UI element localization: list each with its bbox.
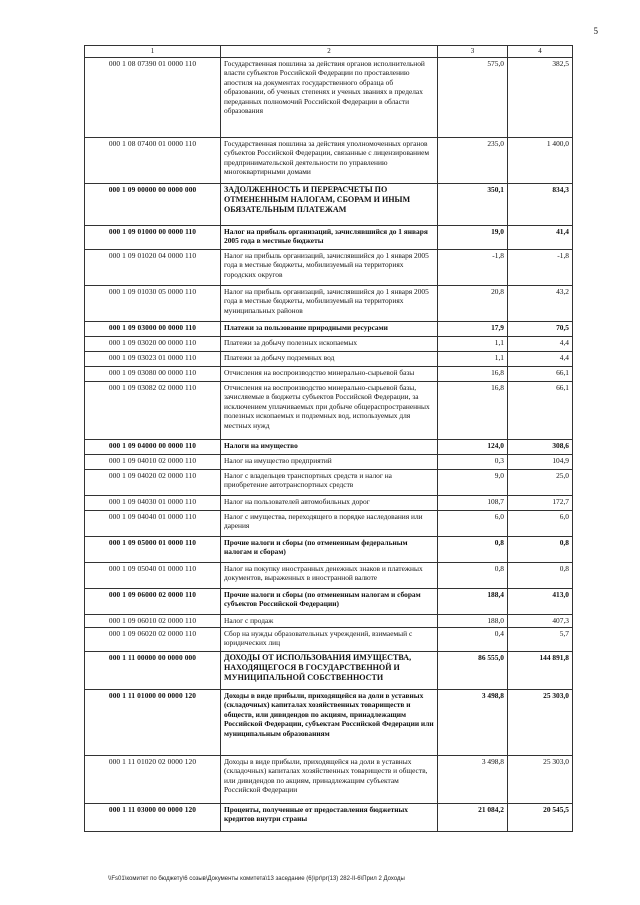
table-row [85,562,573,588]
budget-code-cell: 000 1 09 01030 05 0000 110 [85,285,221,321]
table-row [85,366,573,381]
budget-code-cell: 000 1 09 01000 00 0000 110 [85,225,221,249]
item-name-cell: Налог на прибыль организаций, зачислявшийся до 1 января 2005 года в местные бюджеты, мобилизуемый на территориях городских округов [221,249,438,285]
table-row [85,381,573,439]
item-name-cell: Проценты, полученные от предоставления бюджетных кредитов внутри страны [221,803,438,831]
value-col3-cell: 235,0 [438,137,508,183]
value-col3-cell: 3 498,8 [438,755,508,803]
value-col4-cell: 834,3 [508,183,573,225]
budget-code-cell: 000 1 09 04010 02 0000 110 [85,454,221,469]
table-row [85,536,573,562]
budget-code-cell: 000 1 09 04040 01 0000 110 [85,510,221,536]
value-col3-cell: -1,8 [438,249,508,285]
item-name-cell: Отчисления на воспроизводство минерально-сырьевой базы [221,366,438,381]
value-col4-cell: 4,4 [508,351,573,366]
item-name-cell: Платежи за пользование природными ресурсами [221,321,438,336]
table-row [85,321,573,336]
value-col4-cell: 25 303,0 [508,755,573,803]
table-row [85,137,573,183]
table-row [85,183,573,225]
budget-code-cell: 000 1 09 06020 02 0000 110 [85,627,221,651]
value-col3-cell: 188,4 [438,588,508,614]
value-col3-cell: 3 498,8 [438,689,508,755]
item-name-cell: Налог с имущества, переходящего в порядке наследования или дарения [221,510,438,536]
value-col3-cell: 0,4 [438,627,508,651]
value-col4-cell: 25,0 [508,469,573,495]
value-col4-cell: -1,8 [508,249,573,285]
item-name-cell: Отчисления на воспроизводство минерально-сырьевой базы, зачисляемые в бюджеты субъектов Российской Федерации, за исключением уплачиваемых при добыче общераспространенных полезных ископаемых и подземных вод, используемых для местных нужд [221,381,438,439]
value-col4-cell: 1 400,0 [508,137,573,183]
budget-code-cell: 000 1 11 03000 00 0000 120 [85,803,221,831]
table-row [85,249,573,285]
table-row [85,57,573,137]
column-header-value-4: 4 [508,46,573,58]
value-col4-cell: 70,5 [508,321,573,336]
file-path-footer: \\Fs01\комитет по бюджету\6 созыв\Документы комитета\13 заседание (6)\pr\pr(13) 282-II-6\Прил 2 Доходы [108,876,405,882]
item-name-cell: Налог с владельцев транспортных средств и налог на приобретение автотранспортных средств [221,469,438,495]
item-name-cell: Доходы в виде прибыли, приходящейся на доли в уставных (складочных) капиталах хозяйственных товариществ и обществ, или дивидендов по акциям, принадлежащим Российской Федерации, субъектам Российской Федерации или муниципальным образованиям [221,689,438,755]
item-name-cell: ДОХОДЫ ОТ ИСПОЛЬЗОВАНИЯ ИМУЩЕСТВА, НАХОДЯЩЕГОСЯ В ГОСУДАРСТВЕННОЙ И МУНИЦИПАЛЬНОЙ СОБСТВЕННОСТИ [221,651,438,689]
budget-code-cell: 000 1 11 01000 00 0000 120 [85,689,221,755]
column-header-code: 1 [85,46,221,58]
value-col3-cell: 350,1 [438,183,508,225]
value-col4-cell: 407,3 [508,614,573,627]
value-col3-cell: 21 084,2 [438,803,508,831]
item-name-cell: Сбор на нужды образовательных учреждений, взимаемый с юридических лиц [221,627,438,651]
item-name-cell: Налог на покупку иностранных денежных знаков и платежных документов, выраженных в иностранной валюте [221,562,438,588]
table-header-row [85,46,573,58]
value-col3-cell: 16,8 [438,366,508,381]
value-col4-cell: 6,0 [508,510,573,536]
budget-code-cell: 000 1 09 05040 01 0000 110 [85,562,221,588]
revenue-table [84,45,573,832]
value-col3-cell: 575,0 [438,57,508,137]
item-name-cell: Налог на имущество предприятий [221,454,438,469]
table-row [85,439,573,454]
value-col4-cell: 308,6 [508,439,573,454]
value-col3-cell: 86 555,0 [438,651,508,689]
budget-code-cell: 000 1 09 05000 01 0000 110 [85,536,221,562]
budget-code-cell: 000 1 09 06010 02 0000 110 [85,614,221,627]
value-col4-cell: 4,4 [508,336,573,351]
budget-code-cell: 000 1 09 04030 01 0000 110 [85,495,221,510]
budget-code-cell: 000 1 09 04020 02 0000 110 [85,469,221,495]
table-row [85,689,573,755]
column-header-name: 2 [221,46,438,58]
value-col3-cell: 19,0 [438,225,508,249]
budget-code-cell: 000 1 09 06000 02 0000 110 [85,588,221,614]
table-row [85,651,573,689]
value-col3-cell: 108,7 [438,495,508,510]
budget-code-cell: 000 1 09 03082 02 0000 110 [85,381,221,439]
item-name-cell: Налог на прибыль организаций, зачислявшийся до 1 января 2005 года в местные бюджеты, мобилизуемый на территориях муниципальных районов [221,285,438,321]
table-row [85,755,573,803]
budget-code-cell: 000 1 09 03023 01 0000 110 [85,351,221,366]
value-col3-cell: 17,9 [438,321,508,336]
value-col3-cell: 1,1 [438,336,508,351]
budget-code-cell: 000 1 09 03000 00 0000 110 [85,321,221,336]
item-name-cell: Платежи за добычу подземных вод [221,351,438,366]
table-body [85,57,573,831]
value-col3-cell: 0,8 [438,562,508,588]
value-col3-cell: 1,1 [438,351,508,366]
table-row [85,454,573,469]
table-row [85,614,573,627]
item-name-cell: Налоги на имущество [221,439,438,454]
value-col3-cell: 6,0 [438,510,508,536]
table-row [85,351,573,366]
value-col4-cell: 43,2 [508,285,573,321]
budget-code-cell: 000 1 09 04000 00 0000 110 [85,439,221,454]
table-row [85,803,573,831]
value-col3-cell: 188,0 [438,614,508,627]
value-col4-cell: 5,7 [508,627,573,651]
value-col4-cell: 20 545,5 [508,803,573,831]
table-row [85,225,573,249]
table-row [85,336,573,351]
value-col4-cell: 172,7 [508,495,573,510]
item-name-cell: Государственная пошлина за действия органов исполнительной власти субъектов Российской Федерации по проставлению апостиля на документах государственного образца об образовании, об ученых степенях и ученых званиях в пределах переданных полномочий Российской Федерации в области образования [221,57,438,137]
budget-code-cell: 000 1 08 07400 01 0000 110 [85,137,221,183]
item-name-cell: ЗАДОЛЖЕННОСТЬ И ПЕРЕРАСЧЕТЫ ПО ОТМЕНЕННЫМ НАЛОГАМ, СБОРАМ И ИНЫМ ОБЯЗАТЕЛЬНЫМ ПЛАТЕЖАМ [221,183,438,225]
value-col4-cell: 0,8 [508,536,573,562]
table-row [85,510,573,536]
table-row [85,469,573,495]
budget-code-cell: 000 1 09 03080 00 0000 110 [85,366,221,381]
item-name-cell: Государственная пошлина за действия уполномоченных органов субъектов Российской Федерации, связанные с лицензированием предпринимательской деятельности по управлению многоквартирными домами [221,137,438,183]
item-name-cell: Платежи за добычу полезных ископаемых [221,336,438,351]
value-col4-cell: 41,4 [508,225,573,249]
column-header-value-3: 3 [438,46,508,58]
page-number: 5 [593,26,598,36]
value-col4-cell: 25 303,0 [508,689,573,755]
table-row [85,627,573,651]
item-name-cell: Доходы в виде прибыли, приходящейся на доли в уставных (складочных) капиталах хозяйственных товариществ и обществ, или дивидендов по акциям, принадлежащим субъектам Российской Федерации [221,755,438,803]
item-name-cell: Налог на прибыль организаций, зачислявшийся до 1 января 2005 года в местные бюджеты [221,225,438,249]
value-col3-cell: 0,3 [438,454,508,469]
value-col3-cell: 20,8 [438,285,508,321]
item-name-cell: Налог с продаж [221,614,438,627]
item-name-cell: Прочие налоги и сборы (по отмененным налогам и сборам субъектов Российской Федерации) [221,588,438,614]
budget-code-cell: 000 1 11 01020 02 0000 120 [85,755,221,803]
value-col4-cell: 0,8 [508,562,573,588]
value-col4-cell: 382,5 [508,57,573,137]
table-row [85,495,573,510]
budget-code-cell: 000 1 11 00000 00 0000 000 [85,651,221,689]
item-name-cell: Прочие налоги и сборы (по отмененным федеральным налогам и сборам) [221,536,438,562]
value-col4-cell: 104,9 [508,454,573,469]
budget-code-cell: 000 1 08 07390 01 0000 110 [85,57,221,137]
value-col3-cell: 0,8 [438,536,508,562]
value-col4-cell: 66,1 [508,381,573,439]
item-name-cell: Налог на пользователей автомобильных дорог [221,495,438,510]
budget-code-cell: 000 1 09 03020 00 0000 110 [85,336,221,351]
value-col4-cell: 66,1 [508,366,573,381]
value-col4-cell: 413,0 [508,588,573,614]
value-col4-cell: 144 891,8 [508,651,573,689]
budget-code-cell: 000 1 09 00000 00 0000 000 [85,183,221,225]
budget-code-cell: 000 1 09 01020 04 0000 110 [85,249,221,285]
value-col3-cell: 16,8 [438,381,508,439]
value-col3-cell: 9,0 [438,469,508,495]
table-row [85,285,573,321]
table-row [85,588,573,614]
value-col3-cell: 124,0 [438,439,508,454]
